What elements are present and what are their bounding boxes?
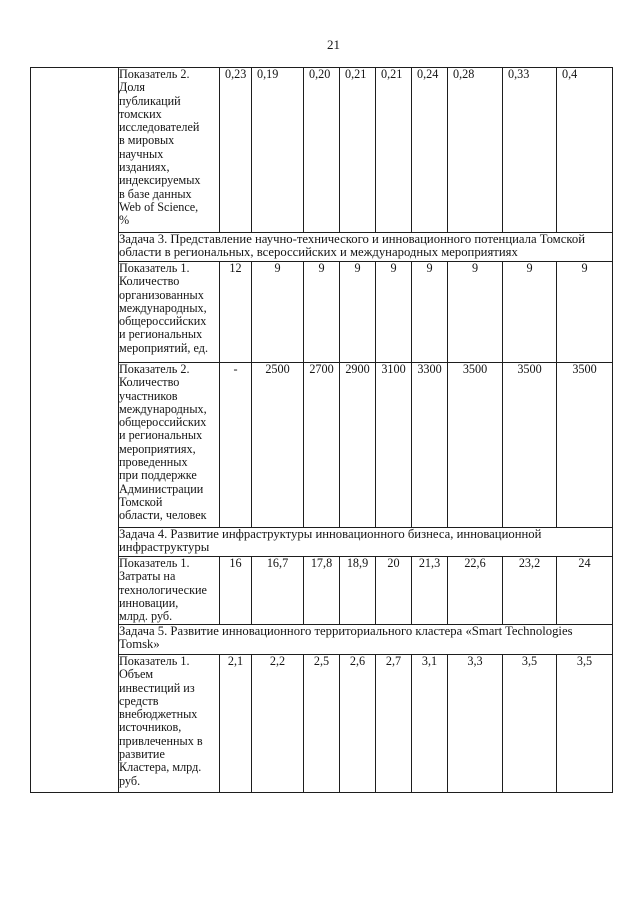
indicator-value: 2500 — [252, 363, 304, 528]
indicator-value: 3500 — [557, 363, 613, 528]
indicator-value: 0,4 — [557, 68, 613, 233]
indicator-value: 17,8 — [304, 557, 340, 625]
indicator-label: Показатель 2. Количество участников международных, общероссийских и региональных мероприятиях, проведенных при поддержке Администрации Томской области, человек — [119, 363, 220, 528]
indicator-value: 2700 — [304, 363, 340, 528]
indicator-row-cluster-investment — [31, 655, 613, 793]
indicator-value: 2,6 — [340, 655, 376, 793]
indicator-label: Показатель 2. Доля публикаций томских исследователей в мировых научных изданиях, индексируемых в базе данных Web of Science, % — [119, 68, 220, 233]
indicator-value: 24 — [557, 557, 613, 625]
indicator-label: Показатель 1. Затраты на технологические инновации, млрд. руб. — [119, 557, 220, 625]
indicator-value: 2,1 — [220, 655, 252, 793]
indicator-row-participants-count — [31, 363, 613, 528]
task-heading: Задача 5. Развитие инновационного территориального кластера «Smart Technologies Tomsk» — [119, 625, 613, 655]
indicator-value: 3500 — [448, 363, 503, 528]
indicator-value: 3,3 — [448, 655, 503, 793]
indicator-value: 2900 — [340, 363, 376, 528]
indicator-value: 3500 — [503, 363, 557, 528]
indicator-value: 3,5 — [503, 655, 557, 793]
indicator-row-wos-publications-share — [31, 68, 613, 233]
indicator-value: 18,9 — [340, 557, 376, 625]
indicator-value: 0,33 — [503, 68, 557, 233]
indicator-value: 9 — [448, 262, 503, 363]
indicator-value: 23,2 — [503, 557, 557, 625]
indicator-value: 20 — [376, 557, 412, 625]
indicator-value: 0,20 — [304, 68, 340, 233]
indicator-value: 3,5 — [557, 655, 613, 793]
indicator-label: Показатель 1. Количество организованных международных, общероссийских и региональных мероприятий, ед. — [119, 262, 220, 363]
indicator-row-events-count — [31, 262, 613, 363]
indicator-value: 16 — [220, 557, 252, 625]
indicator-value: 0,21 — [340, 68, 376, 233]
indicator-value: 0,19 — [252, 68, 304, 233]
task-row-4 — [31, 528, 613, 557]
indicator-value: - — [220, 363, 252, 528]
indicator-value: 0,24 — [412, 68, 448, 233]
task-heading: Задача 3. Представление научно-технического и инновационного потенциала Томской области в региональных, всероссийских и международных мероприятиях — [119, 233, 613, 262]
indicator-value: 2,7 — [376, 655, 412, 793]
indicator-value: 22,6 — [448, 557, 503, 625]
indicator-value: 0,28 — [448, 68, 503, 233]
indicator-value: 9 — [412, 262, 448, 363]
page-number: 21 — [327, 37, 340, 52]
indicator-value: 9 — [340, 262, 376, 363]
indicator-value: 0,23 — [220, 68, 252, 233]
task-heading: Задача 4. Развитие инфраструктуры инновационного бизнеса, инновационной инфраструктуры — [119, 528, 613, 557]
indicator-value: 12 — [220, 262, 252, 363]
indicator-value: 9 — [557, 262, 613, 363]
task-row-5 — [31, 625, 613, 655]
indicator-value: 16,7 — [252, 557, 304, 625]
empty-left-column-cell — [31, 68, 119, 793]
indicator-value: 9 — [252, 262, 304, 363]
indicator-value: 9 — [376, 262, 412, 363]
indicator-row-innovation-costs — [31, 557, 613, 625]
indicators-table — [30, 67, 613, 793]
task-row-3 — [31, 233, 613, 262]
indicator-value: 3300 — [412, 363, 448, 528]
indicator-value: 9 — [503, 262, 557, 363]
indicator-value: 0,21 — [376, 68, 412, 233]
indicator-value: 2,5 — [304, 655, 340, 793]
indicator-value: 3100 — [376, 363, 412, 528]
indicator-label: Показатель 1. Объем инвестиций из средств внебюджетных источников, привлеченных в развитие Кластера, млрд. руб. — [119, 655, 220, 793]
indicator-value: 9 — [304, 262, 340, 363]
indicator-value: 21,3 — [412, 557, 448, 625]
indicator-value: 3,1 — [412, 655, 448, 793]
indicator-value: 2,2 — [252, 655, 304, 793]
